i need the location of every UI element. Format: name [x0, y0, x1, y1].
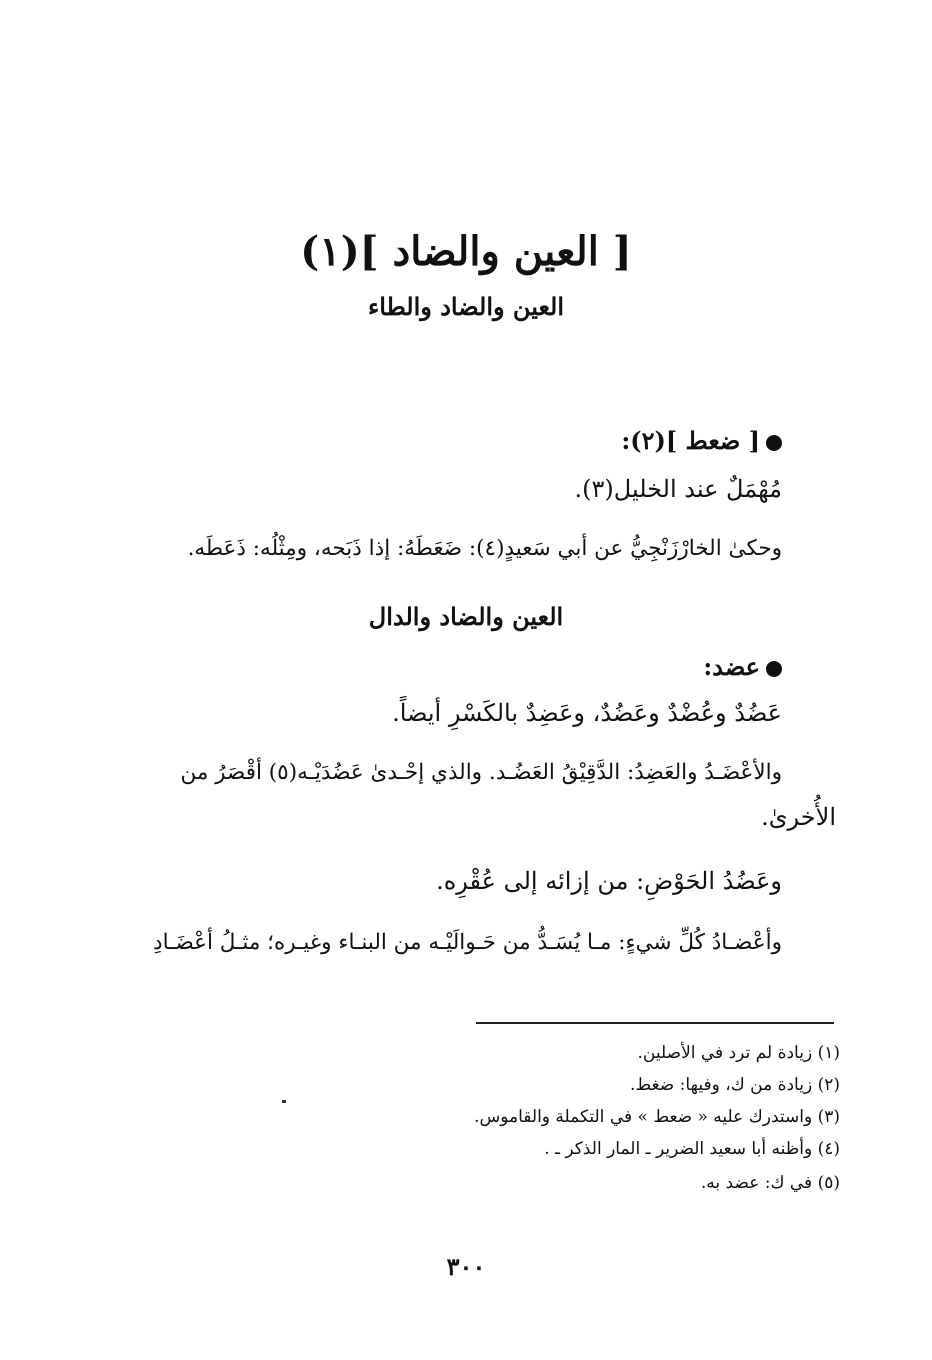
bullet-icon	[766, 435, 782, 451]
entry-adad-line-3: الأُخرىٰ.	[761, 803, 836, 831]
entry-heading-adad	[703, 650, 782, 684]
scan-speck	[282, 1100, 286, 1103]
entry-heading-daat-text: [ ضعط ](٢):	[621, 426, 760, 455]
section-heading: العين والضاد والدال	[368, 602, 564, 631]
footnote-5: (٥) في ك: عضد به.	[700, 1173, 840, 1193]
page-number: ٣٠٠	[446, 1252, 486, 1281]
entry-adad-line-5: وأعْضـادُ كُلِّ شيءٍ: مـا يُسَـدُّ من حَـوالَيْـه من البنـاء وغيـره؛ مثـلُ أعْضَـادِ	[153, 930, 782, 955]
entry-daat-line-2: وحكىٰ الخارْزَنْجِيُّ عن أبي سَعيدٍ(٤): ضَعَطَهُ: إذا ذَبَحه، ومِثْلُه: ذَعَطَه.	[187, 536, 782, 561]
footnote-3: (٣) واستدرك عليه « ضعط » في التكملة والقاموس.	[474, 1107, 840, 1127]
entry-adad-line-4: وعَضُدُ الحَوْضِ: من إزائه إلى عُقْرِه.	[436, 867, 782, 895]
entry-heading-adad-text: عضد:	[703, 652, 760, 681]
footnote-2: (٢) زيادة من ك، وفيها: ضغط.	[630, 1075, 840, 1095]
entry-adad-line-1: عَضُدٌ وعُضْدٌ وعَضُدٌ، وعَضِدٌ بالكَسْرِ أيضاً.	[392, 699, 782, 727]
footnote-1: (١) زيادة لم ترد في الأصلين.	[637, 1043, 840, 1063]
chapter-title: [ العين والضاد ](١)	[300, 228, 632, 275]
chapter-subtitle: العين والضاد والطاء	[367, 292, 565, 321]
entry-daat-line-1: مُهْمَلٌ عند الخليل(٣).	[574, 475, 782, 503]
bullet-icon	[766, 661, 782, 677]
footnote-separator	[476, 1022, 834, 1024]
footnote-4: (٤) وأظنه أبا سعيد الضرير ـ المار الذكر ـ .	[544, 1139, 840, 1159]
entry-adad-line-2: والأعْضَـدُ والعَضِدُ: الدَّقِيْقُ العَضُـد. والذي إحْـدىٰ عَضُدَيْـه(٥) أقْصَرُ من	[180, 760, 782, 785]
entry-heading-daat	[621, 424, 782, 458]
